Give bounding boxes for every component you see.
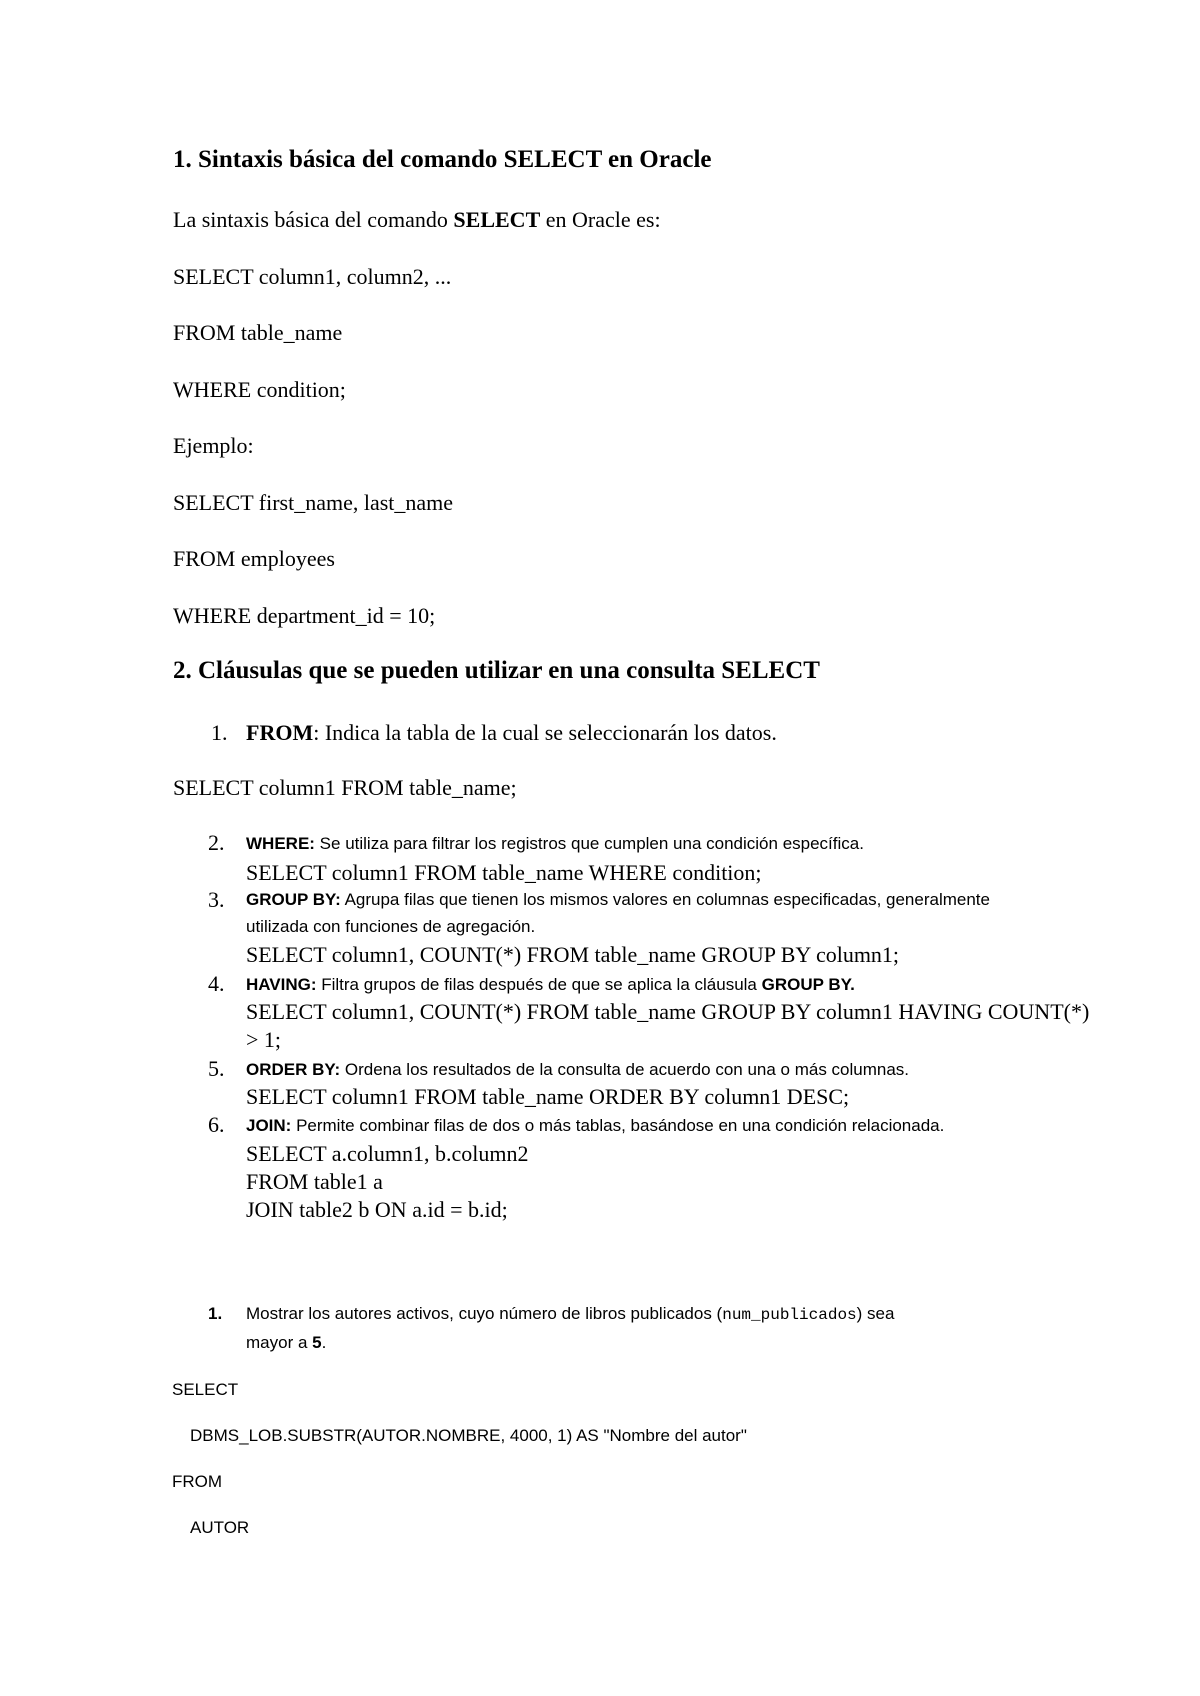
from-item: FROM: Indica la tabla de la cual se seleccionarán los datos.: [246, 720, 777, 745]
query-line: DBMS_LOB.SUBSTR(AUTOR.NOMBRE, 4000, 1) AS "Nombre del autor": [190, 1426, 747, 1445]
list-number: 3.: [208, 887, 225, 912]
from-code: SELECT column1 FROM table_name;: [173, 775, 517, 800]
list-number: 1.: [211, 720, 228, 745]
select-keyword: SELECT: [453, 207, 541, 232]
syntax-line: SELECT column1, column2, ...: [173, 264, 452, 289]
example-label: Ejemplo:: [173, 433, 254, 458]
example-line: SELECT first_name, last_name: [173, 490, 454, 515]
query-line: FROM: [172, 1472, 223, 1491]
order-by-item: ORDER BY: Ordena los resultados de la consulta de acuerdo con una o más columnas.: [246, 1060, 910, 1079]
group-by-item-cont: utilizada con funciones de agregación.: [246, 917, 536, 936]
code-line: SELECT column1, COUNT(*) FROM table_name GROUP BY column1;: [246, 942, 900, 967]
syntax-line: FROM table_name: [173, 320, 343, 345]
inline-code: num_publicados: [722, 1306, 857, 1324]
exercise-text: Mostrar los autores activos, cuyo número de libros publicados (num_publicados) sea: [246, 1304, 895, 1324]
exercise-number: 1.: [208, 1304, 223, 1323]
list-number: 5.: [208, 1056, 225, 1081]
example-line: FROM employees: [173, 546, 335, 571]
section1-intro: La sintaxis básica del comando SELECT en Oracle es:: [173, 207, 661, 232]
from-label: FROM: [246, 720, 314, 745]
code-line: SELECT a.column1, b.column2: [246, 1141, 529, 1166]
code-line: JOIN table2 b ON a.id = b.id;: [246, 1197, 508, 1222]
code-line: SELECT column1 FROM table_name WHERE condition;: [246, 860, 762, 885]
having-item: HAVING: Filtra grupos de filas después de que se aplica la cláusula GROUP BY.: [246, 975, 855, 994]
code-line: SELECT column1 FROM table_name ORDER BY column1 DESC;: [246, 1084, 850, 1109]
exercise-text-cont: mayor a 5.: [246, 1333, 327, 1352]
query-line: AUTOR: [190, 1518, 250, 1537]
example-line: WHERE department_id = 10;: [173, 603, 436, 628]
code-line: SELECT column1, COUNT(*) FROM table_name GROUP BY column1 HAVING COUNT(*): [246, 999, 1090, 1024]
group-by-item: GROUP BY: Agrupa filas que tienen los mismos valores en columnas especificadas, generalmente: [246, 890, 990, 909]
list-number: 4.: [208, 971, 225, 996]
section1-heading: 1. Sintaxis básica del comando SELECT en Oracle: [173, 146, 712, 173]
section2-heading: 2. Cláusulas que se pueden utilizar en una consulta SELECT: [173, 657, 820, 684]
syntax-line: WHERE condition;: [173, 377, 346, 402]
list-number: 2.: [208, 830, 225, 855]
where-item: WHERE: Se utiliza para filtrar los registros que cumplen una condición específica.: [246, 834, 864, 853]
join-item: JOIN: Permite combinar filas de dos o más tablas, basándose en una condición relacionada.: [246, 1116, 945, 1135]
query-line: SELECT: [172, 1380, 239, 1399]
code-line: FROM table1 a: [246, 1169, 383, 1194]
code-line: > 1;: [246, 1027, 282, 1052]
list-number: 6.: [208, 1112, 225, 1137]
